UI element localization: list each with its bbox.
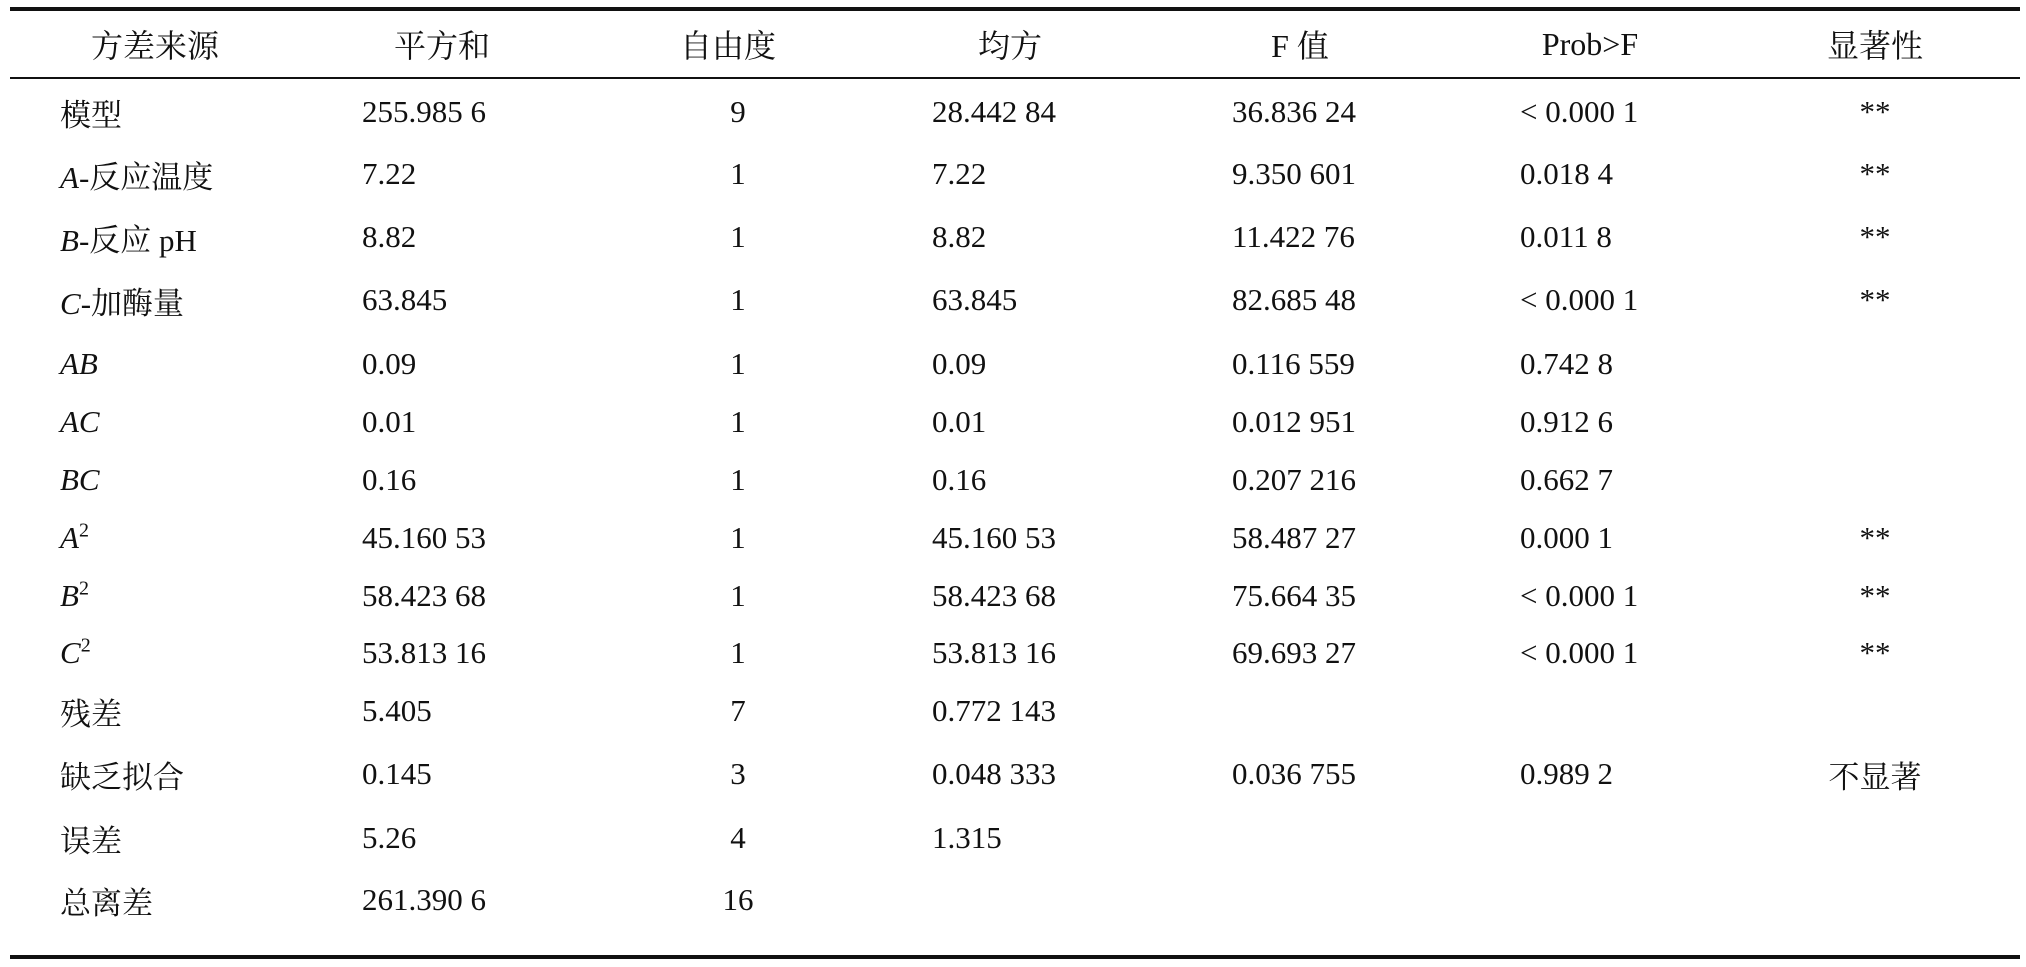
source-text: 误差 [60, 823, 122, 859]
cell-source [60, 392, 320, 452]
cell-prob-f [1520, 808, 1750, 868]
source-text: 模型 [60, 97, 122, 133]
cell-degrees-of-freedom: 1 [730, 219, 746, 254]
cell-significance [1780, 392, 1970, 452]
cell-prob-f: < 0.000 1 [1520, 282, 1639, 317]
cell-source [60, 450, 320, 510]
table-header-rule [10, 77, 2020, 79]
cell-source [60, 566, 320, 626]
source-variable: AC [60, 404, 100, 439]
cell-sum-of-squares: 8.82 [362, 219, 417, 254]
source-text: 加酶量 [91, 285, 185, 321]
cell-degrees-of-freedom: 1 [730, 578, 746, 613]
table-row [0, 450, 2026, 510]
cell-prob-f: < 0.000 1 [1520, 635, 1639, 670]
cell-source [60, 870, 320, 930]
source-label [60, 404, 100, 440]
cell-f-value [1232, 681, 1432, 741]
cell-degrees-of-freedom: 1 [730, 156, 746, 191]
cell-degrees-of-freedom: 4 [730, 820, 746, 855]
cell-sum-of-squares: 53.813 16 [362, 635, 486, 670]
source-separator: - [78, 222, 90, 258]
source-label [60, 578, 89, 614]
table-bottom-rule [10, 955, 2020, 959]
cell-mean-square: 0.16 [932, 462, 987, 497]
cell-f-value: 0.116 559 [1232, 346, 1355, 381]
cell-f-value: 36.836 24 [1232, 94, 1356, 129]
source-variable: C [60, 285, 81, 321]
cell-significance: ** [1859, 219, 1891, 254]
cell-f-value: 0.036 755 [1232, 756, 1356, 791]
cell-significance [1780, 681, 1970, 741]
source-label [60, 462, 100, 498]
table-row [0, 334, 2026, 394]
cell-prob-f: < 0.000 1 [1520, 578, 1639, 613]
cell-significance: ** [1859, 578, 1891, 613]
table-row [0, 144, 2026, 204]
table-row [0, 870, 2026, 930]
cell-degrees-of-freedom: 1 [730, 282, 746, 317]
cell-source [60, 508, 320, 568]
source-label [60, 752, 184, 797]
cell-sum-of-squares: 255.985 6 [362, 94, 486, 129]
table-row [0, 744, 2026, 804]
table-row [0, 681, 2026, 741]
cell-mean-square: 0.01 [932, 404, 987, 439]
cell-significance: ** [1859, 94, 1891, 129]
cell-sum-of-squares: 0.01 [362, 404, 417, 439]
cell-prob-f [1520, 681, 1750, 741]
source-label [60, 635, 91, 671]
cell-degrees-of-freedom: 1 [730, 635, 746, 670]
cell-f-value: 58.487 27 [1232, 520, 1356, 555]
cell-degrees-of-freedom: 16 [722, 882, 754, 917]
cell-sum-of-squares: 0.09 [362, 346, 417, 381]
table-row [0, 270, 2026, 330]
cell-f-value [1232, 870, 1432, 930]
source-label [60, 346, 98, 382]
source-text: 缺乏拟合 [60, 759, 184, 795]
cell-source [60, 270, 320, 330]
source-variable: B [60, 578, 79, 613]
source-label [60, 215, 197, 260]
cell-significance [1780, 870, 1970, 930]
source-variable: C [60, 635, 81, 670]
source-label [60, 520, 89, 556]
cell-mean-square: 28.442 84 [932, 94, 1056, 129]
source-variable: BC [60, 462, 100, 497]
source-label [60, 689, 122, 734]
source-separator: - [80, 285, 92, 321]
source-label [60, 878, 153, 923]
cell-significance: 不显著 [1828, 759, 1922, 795]
cell-source [60, 681, 320, 741]
cell-f-value: 69.693 27 [1232, 635, 1356, 670]
cell-sum-of-squares: 5.26 [362, 820, 417, 855]
cell-significance: ** [1859, 156, 1891, 191]
cell-f-value: 11.422 76 [1232, 219, 1355, 254]
cell-prob-f: < 0.000 1 [1520, 94, 1639, 129]
cell-source [60, 808, 320, 868]
cell-mean-square [932, 870, 1132, 930]
cell-f-value [1232, 808, 1432, 868]
source-separator: - [78, 159, 90, 195]
cell-significance: ** [1859, 282, 1891, 317]
source-text: 反应 pH [89, 222, 197, 258]
cell-source [60, 207, 320, 267]
cell-sum-of-squares: 7.22 [362, 156, 417, 191]
cell-degrees-of-freedom: 1 [730, 404, 746, 439]
header-significance: 显著性 [1826, 28, 1923, 64]
cell-sum-of-squares: 0.145 [362, 756, 432, 791]
cell-degrees-of-freedom: 7 [730, 693, 746, 728]
cell-degrees-of-freedom: 9 [730, 94, 746, 129]
cell-mean-square: 0.09 [932, 346, 987, 381]
source-label [60, 152, 213, 197]
cell-prob-f: 0.912 6 [1520, 404, 1613, 439]
cell-degrees-of-freedom: 1 [730, 346, 746, 381]
cell-degrees-of-freedom: 1 [730, 520, 746, 555]
source-variable: AB [60, 346, 98, 381]
source-label [60, 816, 122, 861]
source-text: 总离差 [60, 885, 153, 921]
source-text: 残差 [60, 696, 122, 732]
source-exponent: 2 [80, 634, 91, 657]
cell-mean-square: 1.315 [932, 820, 1002, 855]
header-source: 方差来源 [90, 28, 219, 64]
cell-sum-of-squares: 5.405 [362, 693, 432, 728]
cell-mean-square: 53.813 16 [932, 635, 1056, 670]
cell-source [60, 82, 320, 142]
header-sum-of-squares: 平方和 [393, 28, 490, 64]
header-f-value: F 值 [1271, 28, 1329, 64]
cell-sum-of-squares: 261.390 6 [362, 882, 486, 917]
cell-prob-f: 0.000 1 [1520, 520, 1613, 555]
table-row [0, 808, 2026, 868]
source-variable: A [60, 520, 79, 555]
cell-source [60, 334, 320, 394]
header-degrees-of-freedom: 自由度 [679, 28, 776, 64]
cell-significance [1780, 334, 1970, 394]
cell-prob-f: 0.989 2 [1520, 756, 1613, 791]
cell-prob-f [1520, 870, 1750, 930]
cell-mean-square: 8.82 [932, 219, 987, 254]
cell-significance: ** [1859, 520, 1891, 555]
source-exponent: 2 [78, 577, 89, 600]
cell-mean-square: 45.160 53 [932, 520, 1056, 555]
table-row [0, 392, 2026, 452]
source-exponent: 2 [78, 519, 89, 542]
cell-source [60, 744, 320, 804]
cell-source [60, 144, 320, 204]
table-top-rule [10, 7, 2020, 11]
cell-f-value: 0.012 951 [1232, 404, 1356, 439]
table-row [0, 207, 2026, 267]
table-row [0, 508, 2026, 568]
cell-degrees-of-freedom: 1 [730, 462, 746, 497]
cell-prob-f: 0.662 7 [1520, 462, 1613, 497]
cell-sum-of-squares: 58.423 68 [362, 578, 486, 613]
cell-significance: ** [1859, 635, 1891, 670]
cell-mean-square: 0.772 143 [932, 693, 1056, 728]
cell-sum-of-squares: 45.160 53 [362, 520, 486, 555]
table-row [0, 566, 2026, 626]
source-label [60, 278, 184, 323]
cell-mean-square: 7.22 [932, 156, 987, 191]
cell-significance [1780, 808, 1970, 868]
cell-prob-f: 0.742 8 [1520, 346, 1613, 381]
source-label [60, 90, 122, 135]
cell-mean-square: 63.845 [932, 282, 1018, 317]
table-row [0, 82, 2026, 142]
cell-source [60, 623, 320, 683]
cell-f-value: 82.685 48 [1232, 282, 1356, 317]
source-variable: B [60, 222, 79, 258]
header-mean-square: 均方 [977, 28, 1042, 64]
source-text: 反应温度 [89, 159, 214, 195]
cell-sum-of-squares: 63.845 [362, 282, 448, 317]
table-row [0, 623, 2026, 683]
header-prob-f: Prob>F [1541, 25, 1639, 62]
cell-significance [1780, 450, 1970, 510]
source-variable: A [60, 159, 79, 195]
cell-sum-of-squares: 0.16 [362, 462, 417, 497]
cell-degrees-of-freedom: 3 [730, 756, 746, 791]
cell-prob-f: 0.018 4 [1520, 156, 1613, 191]
cell-f-value: 0.207 216 [1232, 462, 1356, 497]
cell-mean-square: 58.423 68 [932, 578, 1056, 613]
cell-f-value: 75.664 35 [1232, 578, 1356, 613]
cell-mean-square: 0.048 333 [932, 756, 1056, 791]
table-header-row [0, 12, 2026, 76]
cell-f-value: 9.350 601 [1232, 156, 1356, 191]
cell-prob-f: 0.011 8 [1520, 219, 1612, 254]
